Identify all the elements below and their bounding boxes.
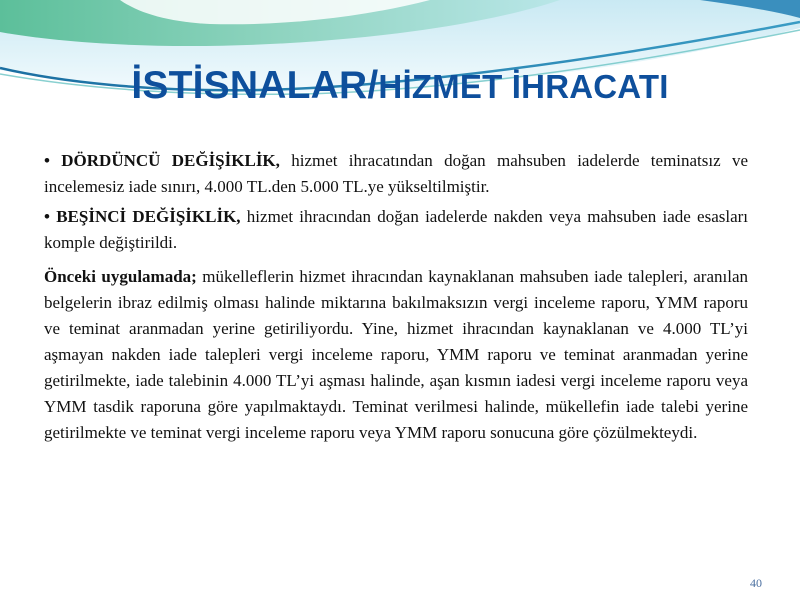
bullet-item-2: [44, 204, 748, 256]
bullet-dot-1: •: [44, 151, 50, 170]
slide-body: [44, 148, 748, 446]
bullet-dot-2: •: [44, 207, 50, 226]
paragraph-lead: Önceki uygulamada;: [44, 267, 197, 286]
slide-title: [0, 66, 800, 105]
page-number: 40: [750, 576, 762, 590]
paragraph-onceki-uygulama: [44, 264, 748, 446]
bullet-1-text: hizmet ihracatından doğan mahsuben iadelerde teminatsız ve incelemesiz iade sınırı, 4.000 TL.den 5.000 TL.ye yükseltilmiştir.: [44, 151, 749, 196]
bullet-1-lead: DÖRDÜNCÜ DEĞİŞİKLİK,: [61, 151, 280, 170]
bullet-2-text: hizmet ihracından doğan iadelerde nakden veya mahsuben iade esasları komple değiştirildi.: [44, 207, 749, 252]
title-part-hizmet-ihracati: HİZMET İHRACATI: [378, 68, 669, 105]
paragraph-text: mükelleflerin hizmet ihracından kaynaklanan mahsuben iade talepleri, aranılan belgelerin ibraz edilmiş olması halinde miktarına bakılmaksızın vergi inceleme raporu, YMM raporu ve teminat aranmadan yerine getiriliyordu. Yine, hizmet ihracından kaynaklanan ve 4.000 TL’yi aşmayan nakden iade talepleri vergi inceleme raporu, YMM raporu ve teminat aranmadan yerine getirilmekte, iade talebinin 4.000 TL’yi aşması halinde, aşan kısmın iadesi vergi inceleme raporu veya YMM tasdik raporuna göre yapılmaktaydı. Teminat verilmesi halinde, mükellefin iade talebi yerine getirilmekte ve teminat vergi inceleme raporu veya YMM raporu sonucuna göre çözülmekteydi.: [44, 267, 748, 442]
bullet-item-1: [44, 148, 748, 200]
bullet-2-lead: BEŞİNCİ DEĞİŞİKLİK,: [56, 207, 241, 226]
title-part-istisnalar: İSTİSNALAR/: [131, 64, 379, 107]
